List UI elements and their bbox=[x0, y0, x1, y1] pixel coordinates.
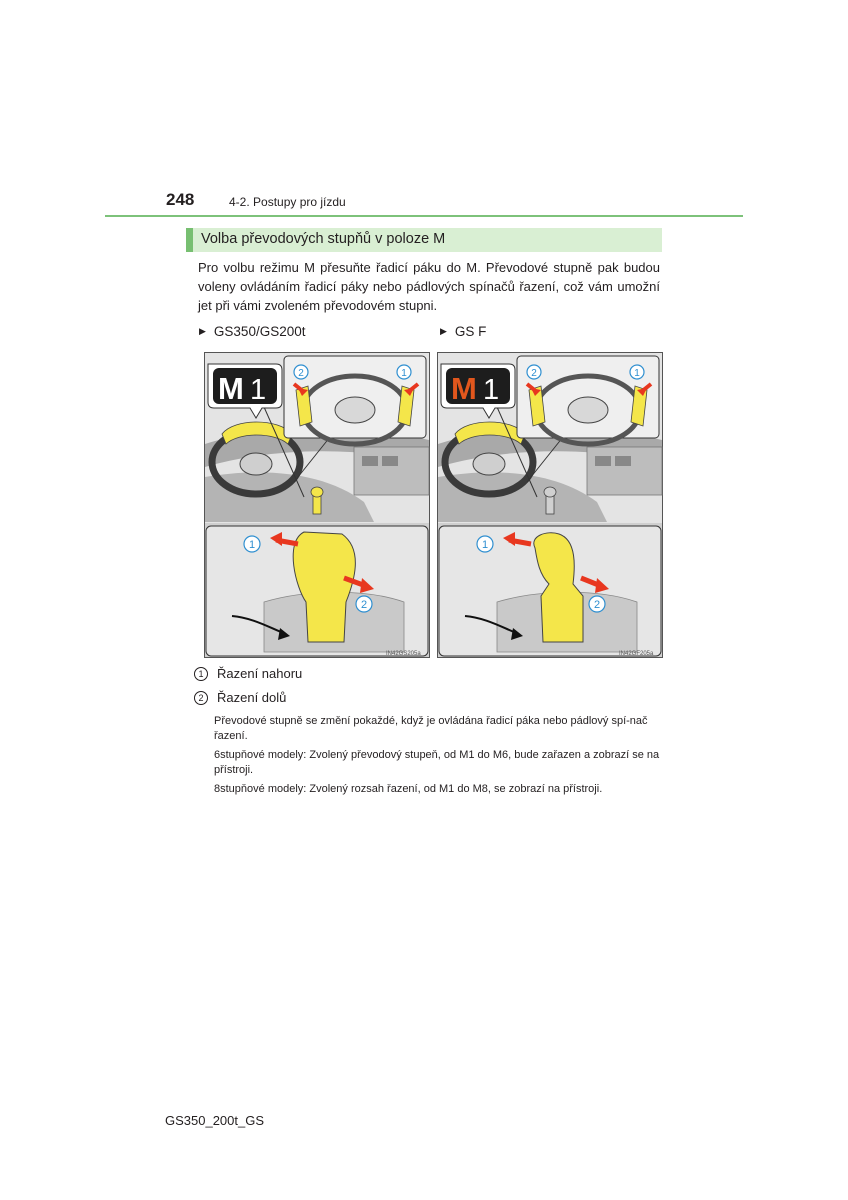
display-m: M bbox=[218, 371, 244, 406]
chapter-title: 4-2. Postupy pro jízdu bbox=[229, 195, 346, 209]
legend-number: 2 bbox=[194, 691, 208, 705]
variant-label-gs350: ▶ GS350/GS200t bbox=[199, 324, 306, 339]
triangle-bullet-icon: ▶ bbox=[440, 326, 447, 336]
header-rule bbox=[105, 215, 743, 217]
legend-item-shift-up: 1 Řazení nahoru bbox=[194, 666, 302, 681]
illustration-gs350 bbox=[204, 352, 430, 658]
legend-item-shift-down: 2 Řazení dolů bbox=[194, 690, 286, 705]
callout-1: 1 bbox=[401, 368, 407, 379]
callout-2: 2 bbox=[298, 368, 304, 379]
svg-text:2: 2 bbox=[593, 599, 601, 611]
illustration-gsf bbox=[437, 352, 663, 658]
footer-model: GS350_200t_GS bbox=[165, 1113, 265, 1128]
note-paragraph: Převodové stupně se změní pokaždé, když je ovládána řadicí páka nebo pádlový spí-nač řazení. bbox=[214, 715, 648, 742]
intro-paragraph: Pro volbu režimu M přesuňte řadicí páku do M. Převodové stupně pak budou voleny ovládáním řadicí páky nebo pádlových spínačů řazení, což vám umožní jet při vámi zvoleném převodovém stupni. bbox=[198, 260, 660, 313]
callout-1: 1 bbox=[634, 368, 640, 379]
callout-2: 2 bbox=[531, 368, 537, 379]
notes bbox=[214, 714, 660, 801]
figure-code: IN42GF205a bbox=[619, 651, 654, 657]
figure-code: IN42GS205a bbox=[386, 651, 421, 657]
svg-text:1: 1 bbox=[248, 539, 256, 551]
note-paragraph: 8stupňové modely: Zvolený rozsah řazení, od M1 do M8, se zobrazí na přístroji. bbox=[214, 783, 603, 795]
page-number: 248 bbox=[166, 190, 195, 209]
display-gear: 1 bbox=[250, 374, 267, 406]
display-m: M bbox=[451, 371, 477, 406]
section-title: Volba převodových stupňů v poloze M bbox=[201, 231, 446, 247]
triangle-bullet-icon: ▶ bbox=[199, 326, 206, 336]
section-heading bbox=[186, 228, 662, 252]
variant-label-gsf: ▶ GS F bbox=[440, 324, 487, 339]
legend-number: 1 bbox=[194, 667, 208, 681]
display-gear: 1 bbox=[483, 374, 500, 406]
svg-text:1: 1 bbox=[481, 539, 489, 551]
svg-text:2: 2 bbox=[360, 599, 368, 611]
note-paragraph: 6stupňové modely: Zvolený převodový stupeň, od M1 do M6, bude zařazen a zobrazí se na přístroji. bbox=[214, 749, 660, 776]
